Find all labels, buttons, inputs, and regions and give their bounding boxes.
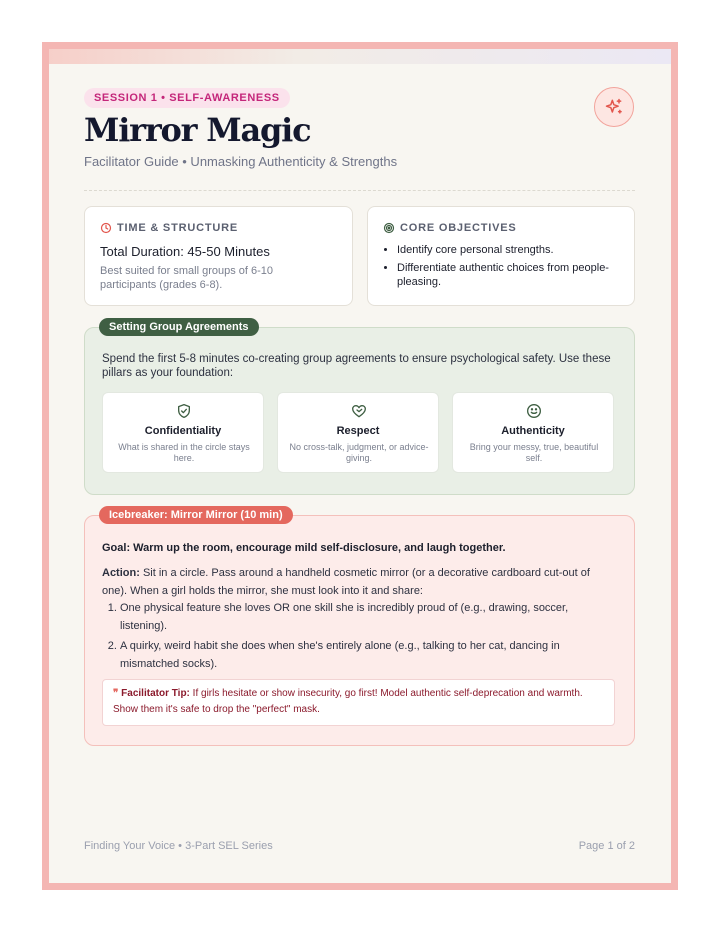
pillar-desc: Bring your messy, true, beautiful self. xyxy=(469,442,599,463)
core-objectives-card xyxy=(367,206,635,306)
icebreaker-label: Icebreaker: Mirror Mirror (10 min) xyxy=(99,506,293,524)
icebreaker-steps xyxy=(102,599,605,675)
pillar-name: Authenticity xyxy=(501,425,565,437)
list-item: • Identify core personal strengths. xyxy=(397,243,637,257)
page-number: Page 1 of 2 xyxy=(578,840,635,852)
tip-label: Facilitator Tip: xyxy=(121,688,190,699)
page-title: Mirror Magic xyxy=(84,111,311,149)
facilitator-tip xyxy=(102,679,615,726)
page-subtitle: Facilitator Guide • Unmasking Authenticity & Strengths xyxy=(84,154,398,169)
list-item: • Differentiate authentic choices from people-pleasing. xyxy=(397,261,637,289)
pillar-authenticity xyxy=(452,392,614,473)
time-structure-card xyxy=(84,206,353,306)
footer-series: Finding Your Voice • 3-Part SEL Series xyxy=(84,840,273,852)
pillar-name: Confidentiality xyxy=(144,425,222,437)
pillar-respect xyxy=(277,392,439,473)
action-label: Action: xyxy=(102,567,140,579)
clock-icon xyxy=(100,222,112,234)
pillar-desc: What is shared in the circle stays here. xyxy=(118,442,250,463)
list-item: 2. A quirky, weird habit she does when she's entirely alone (e.g., talking to her cat, dancing in mismatched socks). xyxy=(120,637,605,673)
top-gradient-bar xyxy=(49,49,671,64)
total-duration: Total Duration: 45-50 Minutes xyxy=(100,244,270,259)
group-agreements-section xyxy=(84,327,635,495)
list-item: 1. One physical feature she loves OR one skill she is incredibly proud of (e.g., drawing, soccer, listening). xyxy=(120,599,605,635)
heart-handshake-icon xyxy=(351,403,367,419)
objectives-list xyxy=(383,243,637,293)
target-icon xyxy=(383,222,395,234)
page-frame xyxy=(42,42,678,890)
sparkle-icon xyxy=(594,87,634,127)
group-size-note: Best suited for small groups of 6-10 participants (grades 6-8). xyxy=(100,265,274,291)
session-badge: SESSION 1 • SELF-AWARENESS xyxy=(84,88,290,108)
icebreaker-section xyxy=(84,515,635,746)
dashed-divider xyxy=(84,190,635,191)
smile-icon xyxy=(526,403,542,419)
pillar-desc: No cross-talk, judgment, or advice-giving. xyxy=(289,442,429,463)
pillar-confidentiality xyxy=(102,392,264,473)
pillar-name: Respect xyxy=(336,425,380,437)
time-card-heading: TIME & STRUCTURE xyxy=(117,222,238,234)
action-text: Sit in a circle. Pass around a handheld cosmetic mirror (or a decorative cardboard cut-out of one). When a girl holds the mirror, she must look into it and share: xyxy=(102,567,590,597)
tip-text: If girls hesitate or show insecurity, go first! Model authentic self-deprecation and warmth. Show them it's safe to drop the "perfect" mask. xyxy=(113,688,583,715)
shield-check-icon xyxy=(176,403,192,419)
document-page xyxy=(49,49,671,883)
icebreaker-goal: Goal: Warm up the room, encourage mild self-disclosure, and laugh together. xyxy=(102,542,506,554)
agreements-intro: Spend the first 5-8 minutes co-creating group agreements to ensure psychological safety. Use these pillars as your foundation: xyxy=(102,353,611,379)
icebreaker-action xyxy=(102,564,602,600)
objectives-card-heading: CORE OBJECTIVES xyxy=(400,222,517,234)
agreements-label: Setting Group Agreements xyxy=(99,318,259,336)
quote-icon: ❞ xyxy=(113,688,119,699)
